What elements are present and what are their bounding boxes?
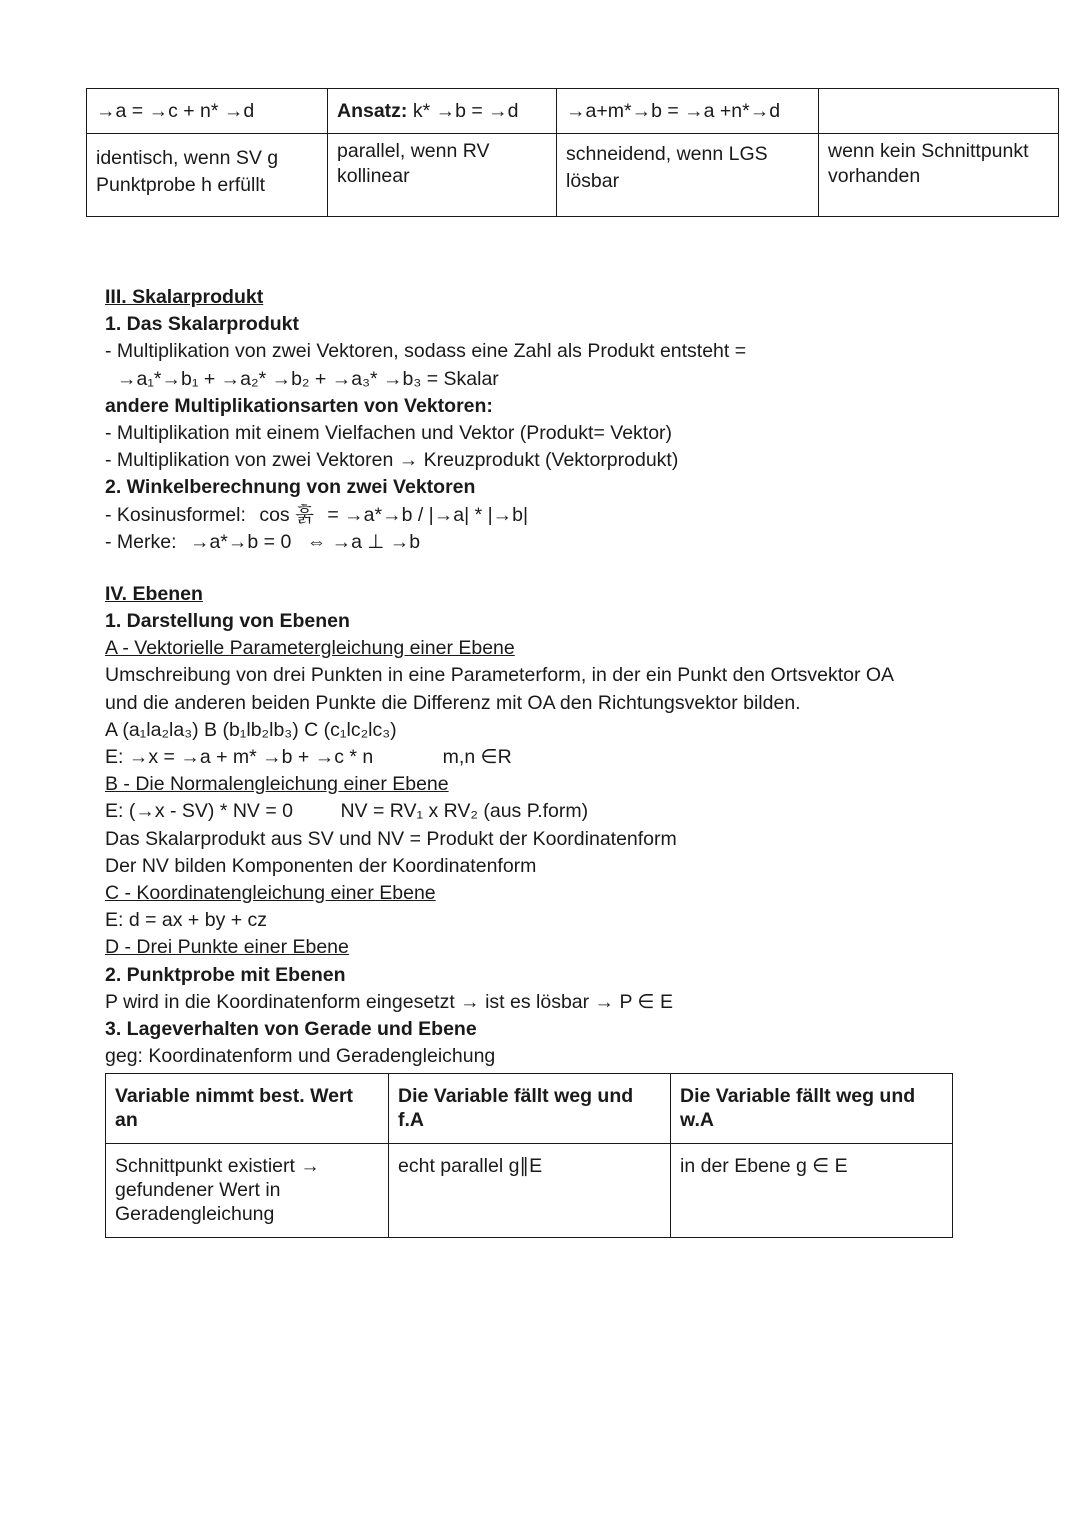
section-heading: III. Skalarprodukt [105, 286, 264, 308]
formula-span: NV = RV₁ x RV₂ (aus P.form) [340, 800, 589, 823]
parameter-form-line [105, 744, 1005, 771]
notes-content [105, 284, 1005, 1070]
cell-line: kollinear [337, 165, 410, 187]
text-line: geg: Koordinatenform und Geradengleichung [105, 1045, 496, 1068]
subsection-heading: 3. Lageverhalten von Gerade und Ebene [105, 1017, 477, 1040]
section-heading: IV. Ebenen [105, 582, 203, 605]
table-cell: →a = →c + n* →d [96, 100, 255, 122]
cell-line: lösbar [566, 170, 620, 192]
underlined-title: C - Koordinatengleichung einer Ebene [105, 881, 436, 904]
subsection-heading: 1. Darstellung von Ebenen [105, 610, 350, 633]
formula-span: E: →x = →a + m* →b + →c * n [105, 746, 374, 768]
table-cell [328, 134, 556, 189]
table-cell [87, 134, 327, 199]
table-cell [819, 89, 1058, 99]
table-cell [819, 134, 1058, 189]
cell-line: an [115, 1109, 138, 1131]
cell-line: Schnittpunkt existiert → [115, 1155, 320, 1177]
table-cell: in der Ebene g ∈ E [680, 1155, 848, 1177]
cell-line: f.A [398, 1109, 424, 1131]
formula-span: E: (→x - SV) * NV = 0 [105, 800, 294, 823]
formula-span: m,n ∈R [442, 746, 512, 768]
table-header-cell [106, 1074, 388, 1132]
table-header-cell [389, 1074, 670, 1132]
lage-gerade-ebene-table [105, 1073, 953, 1238]
cell-line: wenn kein Schnittpunkt [828, 140, 1029, 162]
formula-span: →a*→b = 0 [189, 530, 292, 553]
normal-form-line [105, 798, 1005, 825]
cell-line: schneidend, wenn LGS [566, 143, 768, 165]
subsection-heading: 1. Das Skalarprodukt [105, 313, 299, 336]
formula-line: E: d = ax + by + cz [105, 909, 268, 932]
text-line: - Multiplikation mit einem Vielfachen und Vektor (Produkt= Vektor) [105, 421, 673, 444]
text-span: - Kosinusformel: [105, 503, 246, 526]
kosinus-formula-line [105, 502, 1005, 529]
text-line: Das Skalarprodukt aus SV und NV = Produkt der Koordinatenform [105, 827, 677, 850]
merke-line [105, 529, 1005, 556]
cell-line: Geradengleichung [115, 1203, 275, 1225]
table-cell [557, 134, 818, 195]
text-line: - Multiplikation von zwei Vektoren → Kreuzprodukt (Vektorprodukt) [105, 449, 679, 472]
cell-line: parallel, wenn RV [337, 140, 490, 162]
cell-line: Die Variable fällt weg und [680, 1085, 916, 1107]
cell-line: Variable nimmt best. Wert [115, 1085, 354, 1107]
text-line: Umschreibung von drei Punkten in eine Parameterform, in der ein Punkt den Ortsvektor OA [105, 664, 895, 687]
cell-line: Die Variable fällt weg und [398, 1085, 634, 1107]
underlined-title: B - Die Normalengleichung einer Ebene [105, 773, 449, 796]
formula-span: ⇔ →a ⊥ →b [306, 530, 421, 553]
underlined-title: D - Drei Punkte einer Ebene [105, 936, 349, 959]
cos-symbol: cos 훍 [259, 503, 314, 526]
cell-line: vorhanden [828, 165, 921, 187]
formula-line: →a₁*→b₁ + →a₂* →b₂ + →a₃* →b₃ = Skalar [117, 367, 499, 390]
text-line: und die anderen beiden Punkte die Differenz mit OA den Richtungsvektor bilden. [105, 691, 801, 714]
formula-span: = →a*→b / |→a| * |→b| [327, 503, 529, 526]
table-cell: →a+m*→b = →a +n*→d [566, 100, 781, 122]
table-cell [328, 89, 556, 124]
text-line: - Multiplikation von zwei Vektoren, sodass eine Zahl als Produkt entsteht = [105, 340, 747, 363]
lage-geraden-table [86, 88, 1059, 217]
table-cell: echt parallel g∥E [398, 1155, 543, 1177]
cell-line: gefundener Wert in [115, 1179, 281, 1201]
ansatz-label: Ansatz: [337, 100, 408, 122]
text-span: - Merke: [105, 530, 177, 553]
cell-line: Punktprobe h erfüllt [96, 174, 266, 196]
bold-line: andere Multiplikationsarten von Vektoren: [105, 394, 493, 417]
ansatz-formula: k* →b = →d [407, 100, 519, 122]
subsection-heading: 2. Winkelberechnung von zwei Vektoren [105, 476, 476, 499]
text-line: A (a₁la₂la₃) B (b₁lb₂lb₃) C (c₁lc₂lc₃) [105, 718, 397, 741]
text-line: P wird in die Koordinatenform eingesetzt → ist es lösbar → P ∈ E [105, 990, 673, 1013]
underlined-title: A - Vektorielle Parametergleichung einer Ebene [105, 637, 515, 660]
table-cell [106, 1144, 388, 1226]
cell-line: w.A [680, 1109, 714, 1131]
table-header-cell [671, 1074, 952, 1132]
subsection-heading: 2. Punktprobe mit Ebenen [105, 963, 346, 986]
cell-line: identisch, wenn SV g [96, 147, 279, 169]
text-line: Der NV bilden Komponenten der Koordinatenform [105, 854, 537, 877]
